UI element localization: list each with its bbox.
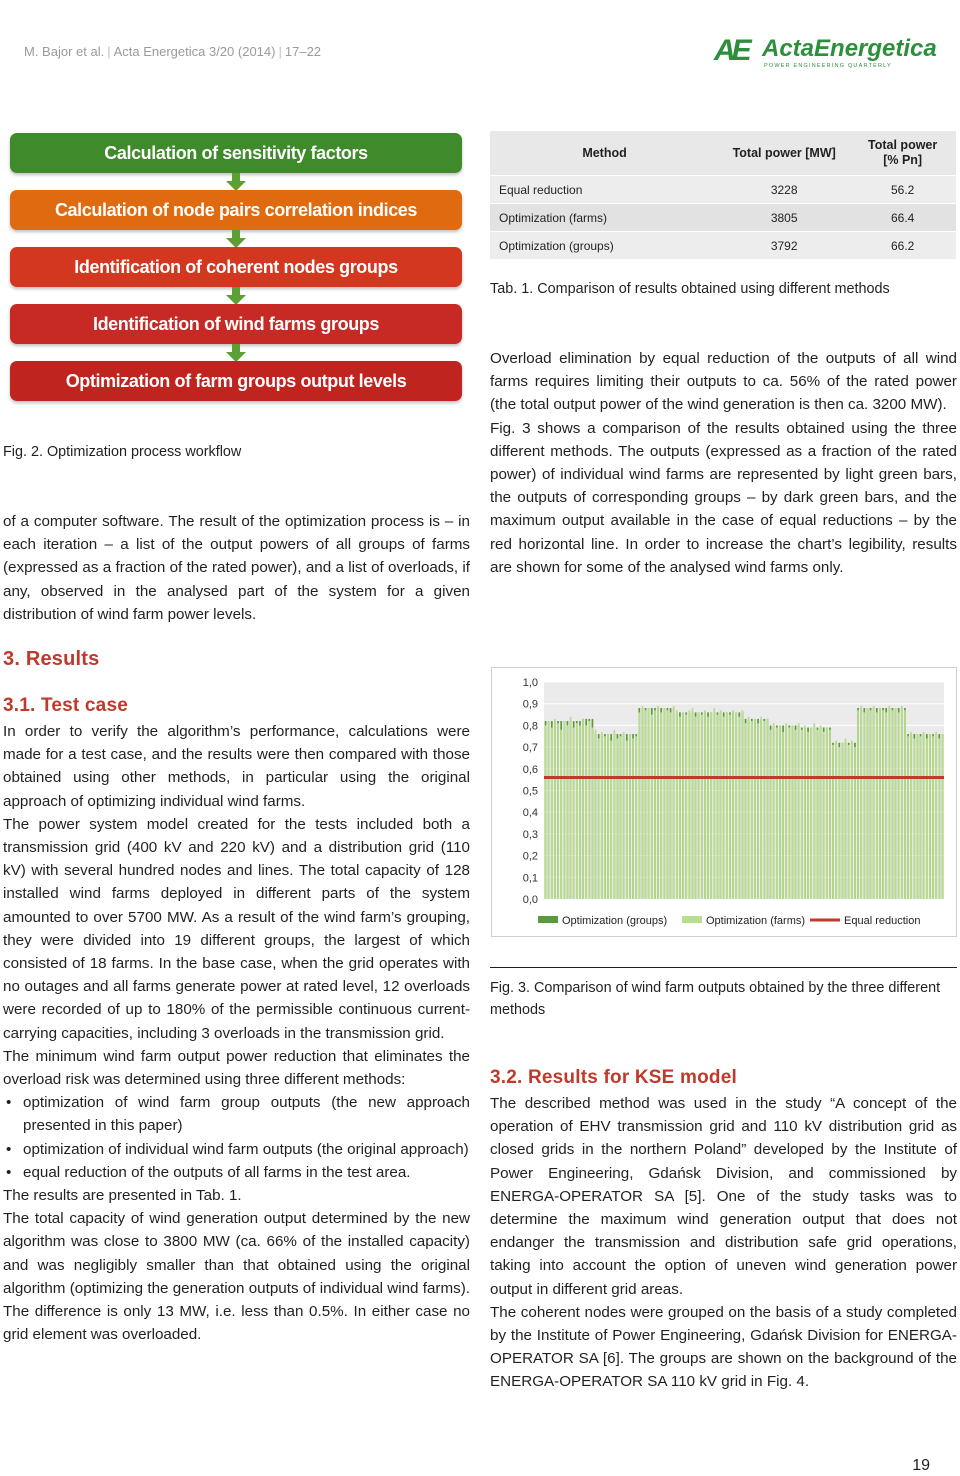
bar-farms xyxy=(732,710,734,899)
workflow-step: Optimization of farm groups output levels xyxy=(10,361,462,401)
bar-farms xyxy=(854,747,856,899)
right-paragraph-2: Fig. 3 shows a comparison of the results obtained using the three different methods. The outputs (expressed as a fraction of the rated power) of individual wind farms are represented by light green bars, the outputs of corresponding groups – by dark green bars, and the maximum output available in the case of equal reductions – by the red horizontal line. In order to increase the chart’s legibility, results are shown for some of the analysed wind farms only. xyxy=(490,419,957,576)
table-cell: 56.2 xyxy=(849,176,956,204)
bar-farms xyxy=(717,715,719,899)
bar-farms xyxy=(560,730,562,899)
bar-farms xyxy=(645,710,647,899)
bar-farms xyxy=(767,719,769,899)
subsection-heading-kse: 3.2. Results for KSE model xyxy=(490,1067,737,1088)
legend-label: Optimization (groups) xyxy=(562,915,668,927)
bar-farms xyxy=(635,736,637,899)
bar-farms xyxy=(873,706,875,899)
y-tick-label: 0,2 xyxy=(522,850,538,863)
bar-farms xyxy=(792,725,794,899)
table-cell: Optimization (groups) xyxy=(490,232,719,260)
bar-farms xyxy=(592,728,594,899)
fig3-bar-chart xyxy=(492,668,956,936)
y-tick-label: 0,9 xyxy=(522,698,538,711)
bar-farms xyxy=(654,710,656,899)
bar-farms xyxy=(710,712,712,899)
bar-farms xyxy=(598,738,600,899)
legend-label: Optimization (farms) xyxy=(706,915,806,927)
bar-farms xyxy=(817,730,819,899)
bar-farms xyxy=(832,745,834,899)
bar-farms xyxy=(726,712,728,899)
bar-farms xyxy=(623,732,625,899)
section-heading-results: 3. Results xyxy=(3,648,100,670)
logo-subtitle: POWER ENGINEERING QUARTERLY xyxy=(764,63,892,69)
bar-farms xyxy=(938,738,940,899)
bar-farms xyxy=(579,725,581,899)
bar-farms xyxy=(713,708,715,899)
table-cell: 3805 xyxy=(719,204,849,232)
legend-swatch xyxy=(538,916,558,923)
bar-farms xyxy=(663,708,665,899)
bar-farms xyxy=(676,710,678,899)
bar-farms xyxy=(707,717,709,899)
bar-farms xyxy=(926,738,928,899)
bar-farms xyxy=(901,706,903,899)
bar-farms xyxy=(651,715,653,899)
bar-farms xyxy=(626,741,628,899)
bar-farms xyxy=(913,738,915,899)
bar-farms xyxy=(642,706,644,899)
bar-farms xyxy=(838,747,840,899)
y-tick-label: 0,4 xyxy=(522,807,538,820)
bar-farms xyxy=(820,725,822,899)
bar-farms xyxy=(829,730,831,899)
bar-farms xyxy=(770,730,772,899)
right-paragraph-1: Overload elimination by equal reduction of the outputs of all wind farms requires limiting their outputs to ca. 56% of the rated power (the total output power of the wind generation is then ca. 3200 MW). xyxy=(490,350,957,414)
bar-farms xyxy=(735,712,737,899)
bar-farms xyxy=(882,710,884,899)
fig3-chart-frame xyxy=(491,667,957,937)
bar-farms xyxy=(682,712,684,899)
table-cell: 3792 xyxy=(719,232,849,260)
bar-farms xyxy=(557,723,559,899)
bar-farms xyxy=(563,721,565,899)
bar-farms xyxy=(632,738,634,899)
bar-farms xyxy=(929,734,931,899)
table-cell: 66.2 xyxy=(849,232,956,260)
bar-farms xyxy=(892,710,894,899)
bar-farms xyxy=(810,728,812,899)
bar-farms xyxy=(910,732,912,899)
column-header-total-power-percent: Total power [% Pn] xyxy=(849,131,956,176)
caption-rule xyxy=(490,967,957,968)
bar-farms xyxy=(801,730,803,899)
down-arrow-icon xyxy=(226,230,246,248)
bar-farms xyxy=(923,732,925,899)
y-tick-label: 0,8 xyxy=(522,720,538,733)
bar-farms xyxy=(638,712,640,899)
bar-farms xyxy=(860,706,862,899)
bar-farms xyxy=(657,706,659,899)
bar-farms xyxy=(729,715,731,899)
bar-farms xyxy=(851,741,853,899)
bar-farms xyxy=(610,741,612,899)
bar-farms xyxy=(670,712,672,899)
column-header-method: Method xyxy=(490,131,719,176)
bar-farms xyxy=(888,706,890,899)
y-tick-label: 0,7 xyxy=(522,742,538,755)
bar-farms xyxy=(898,712,900,899)
table-cell: Optimization (farms) xyxy=(490,204,719,232)
left-paragraph-3: The power system model created for the tests included both a transmission grid (400 kV and 220 kV) and a distribution grid (110 kV) with several hundred nodes and lines. The total capacity of 128 installed wind farms deployed in different parts of the system amounted to over 5700 MW. As a result of the wind farm’s grouping, they were divided into 19 different groups, the largest of which consisted of 18 farms. In the base case, when the grid operates with no outages and all farms generate power at rated level, 12 overloads were recorded of up to 180% of the permissible continuous current-carrying capacities, including 3 overloads in the transmission grid. xyxy=(3,815,470,1042)
bar-farms xyxy=(695,717,697,899)
bar-farms xyxy=(867,708,869,899)
table-cell: 66.4 xyxy=(849,204,956,232)
right-paragraph-3: The described method was used in the study “A concept of the operation of EHV transmission grid and 110 kV distribution grid as closed grids in the northern Poland” developed by the Institute of Power Engineering, Gdańsk Division, and commissioned by ENERGA-OPERATOR SA [5]. One of the study tasks was to determine the maximum wind generation output that does not endanger the transmission and distribution safe grid operations, taking into account the option of uneven wind generation power output in different grid areas. xyxy=(490,1095,957,1298)
bar-farms xyxy=(788,728,790,899)
running-header xyxy=(24,44,321,59)
bar-farms xyxy=(648,708,650,899)
bar-farms xyxy=(763,721,765,899)
bar-farms xyxy=(673,706,675,899)
results-table xyxy=(490,131,956,259)
workflow-step: Identification of wind farms groups xyxy=(10,304,462,344)
bar-farms xyxy=(907,736,909,899)
bar-farms xyxy=(745,723,747,899)
bar-farms xyxy=(895,708,897,899)
list-item: • optimization of individual wind farm outputs (the original approach) xyxy=(3,1138,470,1161)
table-header-row xyxy=(490,131,956,176)
fig2-caption: Fig. 2. Optimization process workflow xyxy=(3,444,242,460)
right-body-top xyxy=(490,347,957,579)
table-cell: 3228 xyxy=(719,176,849,204)
y-tick-label: 0,0 xyxy=(522,894,538,906)
logo-text: ActaEnergetica xyxy=(762,35,937,62)
workflow-step: Identification of coherent nodes groups xyxy=(10,247,462,287)
left-paragraph-4: The minimum wind farm output power reduction that eliminates the overload risk was determined using three different methods: xyxy=(3,1047,470,1089)
workflow-step: Calculation of sensitivity factors xyxy=(10,133,462,173)
bar-farms xyxy=(567,725,569,899)
bar-farms xyxy=(548,721,550,899)
fig3-caption: Fig. 3. Comparison of wind farm outputs obtained by the three different methods xyxy=(490,980,941,1018)
header-pages: 17–22 xyxy=(284,44,322,59)
bar-farms xyxy=(779,725,781,899)
bar-farms xyxy=(813,723,815,899)
bar-farms xyxy=(685,715,687,899)
bar-farms xyxy=(554,719,556,899)
bar-farms xyxy=(826,728,828,899)
bar-farms xyxy=(917,734,919,899)
down-arrow-icon xyxy=(226,173,246,191)
left-body xyxy=(3,720,470,1346)
legend-swatch xyxy=(682,916,702,923)
bar-farms xyxy=(904,710,906,899)
list-item: • equal reduction of the outputs of all farms in the test area. xyxy=(3,1161,470,1184)
bar-farms xyxy=(848,745,850,899)
header-authors: M. Bajor et al. xyxy=(24,44,105,59)
bar-farms xyxy=(620,736,622,899)
bar-farms xyxy=(751,721,753,899)
bar-farms xyxy=(807,732,809,899)
bar-farms xyxy=(723,717,725,899)
bar-farms xyxy=(545,725,547,899)
bar-farms xyxy=(692,708,694,899)
y-tick-label: 0,5 xyxy=(522,785,538,798)
bar-farms xyxy=(582,719,584,899)
bar-farms xyxy=(679,717,681,899)
bar-farms xyxy=(604,736,606,899)
left-paragraph-1: of a computer software. The result of the optimization process is – in each iteration – a list of the output powers of all groups of farms (expressed as a fraction of the rated power), and a list of overloads, if any, observed in the analysed part of the system for a given distribution of wind farm power levels. xyxy=(3,513,470,623)
bar-farms xyxy=(704,710,706,899)
journal-logo xyxy=(714,34,937,74)
header-separator: | xyxy=(278,44,282,59)
bar-farms xyxy=(842,743,844,899)
down-arrow-icon xyxy=(226,344,246,362)
bar-farms xyxy=(785,723,787,899)
bar-farms xyxy=(754,719,756,899)
bar-farms xyxy=(629,734,631,899)
bar-farms xyxy=(551,728,553,899)
column-header-total-power-mw: Total power [MW] xyxy=(719,131,849,176)
bar-farms xyxy=(835,741,837,899)
bar-farms xyxy=(795,730,797,899)
header-separator: | xyxy=(107,44,111,59)
bar-farms xyxy=(617,738,619,899)
table1-caption: Tab. 1. Comparison of results obtained using different methods xyxy=(490,281,890,297)
right-paragraph-4: The coherent nodes were grouped on the basis of a study completed by the Institute of Power Engineering, Gdańsk Division for ENERGA-OPERATOR SA [6]. The groups are shown on the background of the ENERGA-OPERATOR SA 110 kV grid in Fig. 4. xyxy=(490,1303,957,1391)
table-cell: Equal reduction xyxy=(490,176,719,204)
bar-farms xyxy=(920,736,922,899)
bar-farms xyxy=(863,712,865,899)
bar-farms xyxy=(879,708,881,899)
bar-farms xyxy=(688,710,690,899)
left-paragraph-6: The total capacity of wind generation output determined by the new algorithm was close to 3800 MW (ca. 66% of the installed capacity) and was negligibly smaller than that obtained using the original algorithm (optimizing the generation outputs of individual wind farms). The difference is only 13 MW, i.e. less than 0.5%. In either case no grid element was overloaded. xyxy=(3,1210,470,1344)
bar-farms xyxy=(798,723,800,899)
header-journal: Acta Energetica 3/20 (2014) xyxy=(113,44,276,59)
bar-farms xyxy=(876,712,878,899)
methods-list xyxy=(3,1091,470,1184)
bar-farms xyxy=(932,736,934,899)
bar-farms xyxy=(701,715,703,899)
down-arrow-icon xyxy=(226,287,246,305)
y-tick-label: 0,1 xyxy=(522,872,538,885)
bar-farms xyxy=(738,717,740,899)
bar-farms xyxy=(742,710,744,899)
bar-farms xyxy=(870,710,872,899)
bar-farms xyxy=(698,712,700,899)
list-item: • optimization of wind farm group outputs (the new approach presented in this paper) xyxy=(3,1091,470,1137)
legend-label: Equal reduction xyxy=(844,915,921,927)
bar-farms xyxy=(576,723,578,899)
bar-farms xyxy=(585,725,587,899)
left-paragraph-2: In order to verify the algorithm’s performance, calculations were made for a test case, and the results were then compared with those obtained using other methods, in particular using the original approach of optimizing individual wind farms. xyxy=(3,723,470,810)
y-tick-label: 0,3 xyxy=(522,828,538,841)
right-body-bottom xyxy=(490,1092,957,1394)
bar-farms xyxy=(857,710,859,899)
bar-farms xyxy=(607,734,609,899)
y-tick-label: 1,0 xyxy=(522,677,538,689)
bar-farms xyxy=(773,723,775,899)
bar-farms xyxy=(613,730,615,899)
bar-farms xyxy=(573,728,575,899)
bar-farms xyxy=(588,721,590,899)
bar-farms xyxy=(942,734,944,899)
bar-farms xyxy=(720,710,722,899)
bar-farms xyxy=(595,730,597,899)
page-number: 19 xyxy=(912,1457,930,1474)
bar-farms xyxy=(760,717,762,899)
bar-farms xyxy=(660,712,662,899)
table-row xyxy=(490,176,956,204)
left-paragraph-5: The results are presented in Tab. 1. xyxy=(3,1187,242,1205)
logo-mark: AE xyxy=(714,34,748,67)
bar-farms xyxy=(570,717,572,899)
table-row xyxy=(490,232,956,260)
bar-farms xyxy=(804,725,806,899)
bar-farms xyxy=(757,723,759,899)
bar-farms xyxy=(935,732,937,899)
bar-farms xyxy=(823,732,825,899)
workflow-step: Calculation of node pairs correlation indices xyxy=(10,190,462,230)
bar-farms xyxy=(776,728,778,899)
bar-farms xyxy=(601,732,603,899)
bar-farms xyxy=(782,732,784,899)
table-row xyxy=(490,204,956,232)
bar-farms xyxy=(885,712,887,899)
bar-farms xyxy=(845,738,847,899)
bar-farms xyxy=(667,710,669,899)
subsection-heading-test-case: 3.1. Test case xyxy=(3,695,128,716)
y-tick-label: 0,6 xyxy=(522,763,538,776)
bar-farms xyxy=(748,717,750,899)
